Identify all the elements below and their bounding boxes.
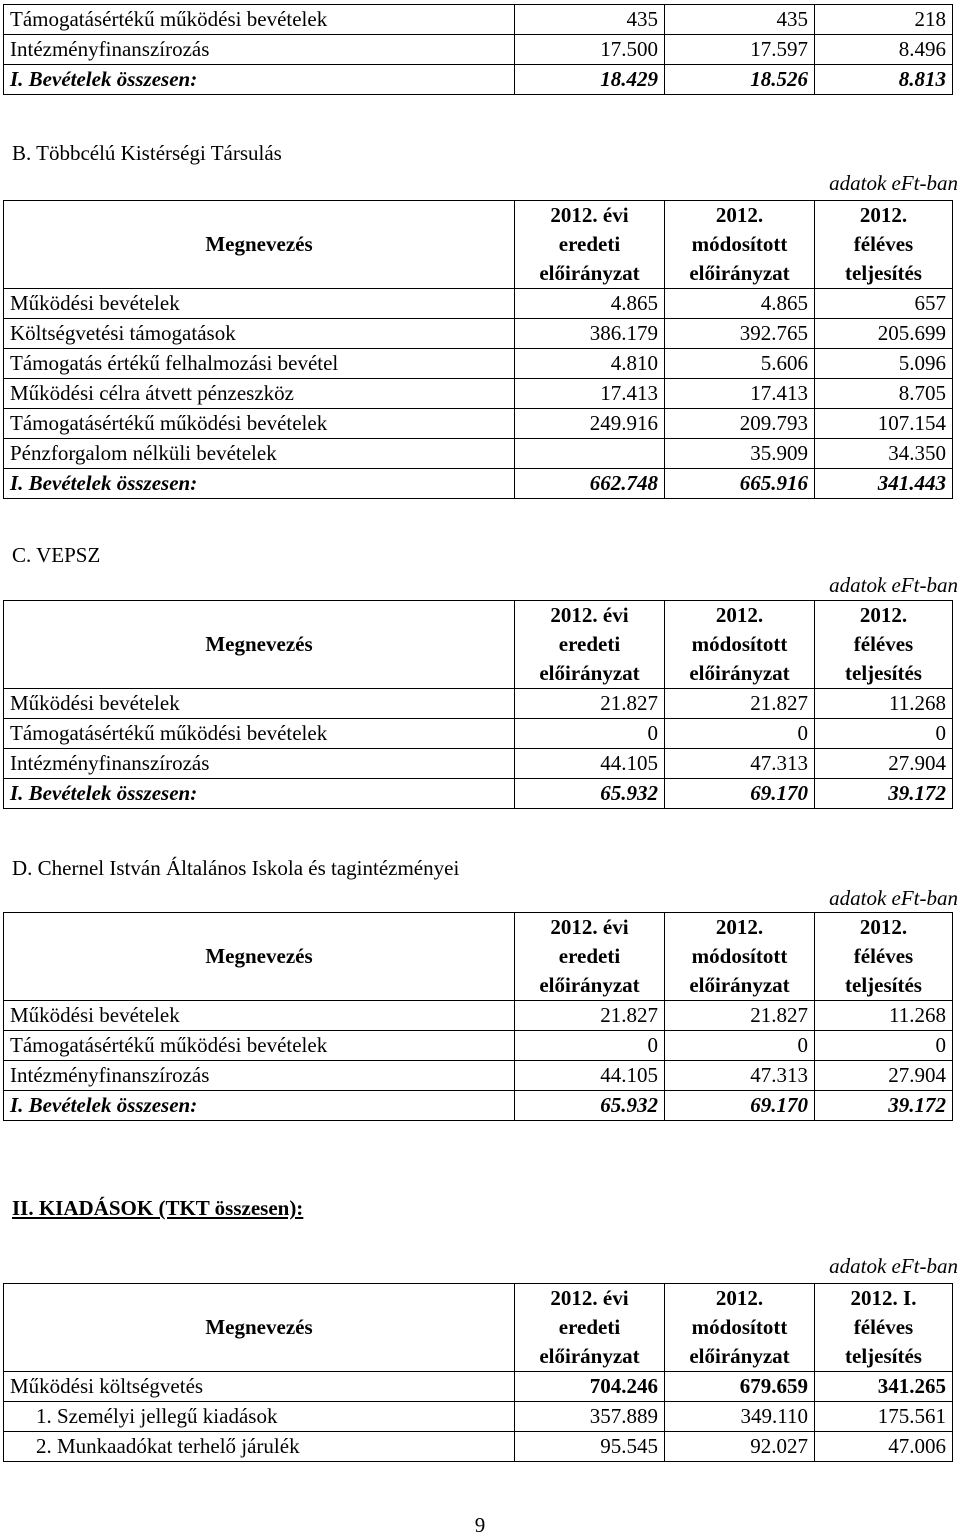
row-label: Működési bevételek [4, 1001, 515, 1031]
row-label: Intézményfinanszírozás [4, 749, 515, 779]
table-ii-header [4, 1284, 953, 1372]
row-label: 2. Munkaadókat terhelő járulék [4, 1432, 515, 1462]
row-value-v3: 0 [815, 1031, 953, 1061]
row-value-v2: 679.659 [665, 1372, 815, 1402]
row-value-v2: 18.526 [665, 65, 815, 95]
unit-label-ii: adatok eFt-ban [829, 1254, 958, 1278]
row-label: I. Bevételek összesen: [4, 779, 515, 809]
row-value-v3: 39.172 [815, 779, 953, 809]
row-label: Támogatás értékű felhalmozási bevétel [4, 349, 515, 379]
table-row [4, 35, 953, 65]
section-c-title: C. VEPSZ [12, 543, 101, 567]
row-value-v3: 47.006 [815, 1432, 953, 1462]
row-value-v2: 92.027 [665, 1432, 815, 1462]
table-ii [3, 1283, 953, 1462]
unit-label-c: adatok eFt-ban [829, 573, 958, 597]
table-row [4, 1432, 953, 1462]
table-row [4, 1031, 953, 1061]
table-row [4, 379, 953, 409]
row-value-v3: 11.268 [815, 1001, 953, 1031]
header-col2: 2012. módosított előirányzat [665, 201, 815, 289]
total-row [4, 65, 953, 95]
row-value-v2: 69.170 [665, 1091, 815, 1121]
row-value-v2: 21.827 [665, 689, 815, 719]
unit-label-b: adatok eFt-ban [829, 171, 958, 195]
row-value-v1: 21.827 [515, 689, 665, 719]
row-value-v1: 704.246 [515, 1372, 665, 1402]
header-megnevezes: Megnevezés [4, 601, 515, 689]
row-value-v3: 8.705 [815, 379, 953, 409]
header-megnevezes: Megnevezés [4, 913, 515, 1001]
row-value-v2: 349.110 [665, 1402, 815, 1432]
row-label: Intézményfinanszírozás [4, 35, 515, 65]
row-value-v2: 21.827 [665, 1001, 815, 1031]
table-row [4, 1402, 953, 1432]
row-label: Intézményfinanszírozás [4, 1061, 515, 1091]
row-value-v3: 34.350 [815, 439, 953, 469]
row-value-v3: 218 [815, 5, 953, 35]
row-value-v1: 435 [515, 5, 665, 35]
row-value-v2: 392.765 [665, 319, 815, 349]
header-col3: 2012. féléves teljesítés [815, 201, 953, 289]
table-row [4, 719, 953, 749]
table-a-tail [3, 4, 953, 95]
row-value-v1: 17.413 [515, 379, 665, 409]
row-value-v3: 341.265 [815, 1372, 953, 1402]
header-col2: 2012. módosított előirányzat [665, 1284, 815, 1372]
row-value-v3: 8.813 [815, 65, 953, 95]
table-c-header [4, 601, 953, 689]
header-col1: 2012. évi eredeti előirányzat [515, 913, 665, 1001]
row-value-v1: 65.932 [515, 779, 665, 809]
section-ii-title: II. KIADÁSOK (TKT összesen): [12, 1196, 304, 1220]
row-value-v2: 17.413 [665, 379, 815, 409]
table-d-header [4, 913, 953, 1001]
header-megnevezes: Megnevezés [4, 201, 515, 289]
table-row [4, 749, 953, 779]
row-value-v3: 27.904 [815, 1061, 953, 1091]
row-label: Működési költségvetés [4, 1372, 515, 1402]
row-label: 1. Személyi jellegű kiadások [4, 1402, 515, 1432]
row-label: Támogatásértékű működési bevételek [4, 719, 515, 749]
row-value-v1: 662.748 [515, 469, 665, 499]
section-d-title: D. Chernel István Általános Iskola és tagintézményei [12, 856, 460, 880]
table-row [4, 5, 953, 35]
section-b-title: B. Többcélú Kistérségi Társulás [12, 141, 282, 165]
row-label: Támogatásértékű működési bevételek [4, 409, 515, 439]
row-value-v3: 205.699 [815, 319, 953, 349]
row-value-v3: 175.561 [815, 1402, 953, 1432]
row-value-v1: 0 [515, 719, 665, 749]
row-label: Működési célra átvett pénzeszköz [4, 379, 515, 409]
row-label: Működési bevételek [4, 289, 515, 319]
row-value-v1: 4.865 [515, 289, 665, 319]
total-row [4, 779, 953, 809]
table-d [3, 912, 953, 1121]
row-label: Működési bevételek [4, 689, 515, 719]
row-value-v1: 95.545 [515, 1432, 665, 1462]
header-col3-ii: 2012. I. féléves teljesítés [815, 1284, 953, 1372]
row-label: I. Bevételek összesen: [4, 469, 515, 499]
row-value-v2: 47.313 [665, 749, 815, 779]
table-row [4, 1372, 953, 1402]
table-row [4, 349, 953, 379]
row-value-v1 [515, 439, 665, 469]
header-col3: 2012. féléves teljesítés [815, 601, 953, 689]
unit-label-d: adatok eFt-ban [829, 886, 958, 910]
row-value-v1: 44.105 [515, 749, 665, 779]
table-row [4, 1061, 953, 1091]
row-value-v1: 357.889 [515, 1402, 665, 1432]
row-label: Költségvetési támogatások [4, 319, 515, 349]
row-value-v2: 35.909 [665, 439, 815, 469]
row-value-v2: 17.597 [665, 35, 815, 65]
row-value-v1: 21.827 [515, 1001, 665, 1031]
table-row [4, 439, 953, 469]
row-value-v3: 5.096 [815, 349, 953, 379]
row-value-v3: 107.154 [815, 409, 953, 439]
row-value-v1: 18.429 [515, 65, 665, 95]
row-value-v1: 386.179 [515, 319, 665, 349]
row-value-v3: 0 [815, 719, 953, 749]
row-label: Pénzforgalom nélküli bevételek [4, 439, 515, 469]
row-value-v2: 4.865 [665, 289, 815, 319]
row-value-v3: 8.496 [815, 35, 953, 65]
row-value-v3: 657 [815, 289, 953, 319]
row-value-v1: 0 [515, 1031, 665, 1061]
row-value-v2: 0 [665, 719, 815, 749]
table-row [4, 689, 953, 719]
row-value-v3: 39.172 [815, 1091, 953, 1121]
header-col1: 2012. évi eredeti előirányzat [515, 1284, 665, 1372]
row-label: I. Bevételek összesen: [4, 65, 515, 95]
row-value-v3: 27.904 [815, 749, 953, 779]
row-value-v1: 4.810 [515, 349, 665, 379]
page-number: 9 [474, 1513, 486, 1537]
table-row [4, 289, 953, 319]
row-value-v3: 11.268 [815, 689, 953, 719]
table-c [3, 600, 953, 809]
table-b [3, 200, 953, 499]
row-label: Támogatásértékű működési bevételek [4, 1031, 515, 1061]
row-value-v2: 47.313 [665, 1061, 815, 1091]
header-col1: 2012. évi eredeti előirányzat [515, 201, 665, 289]
total-row [4, 1091, 953, 1121]
row-value-v2: 209.793 [665, 409, 815, 439]
header-col2: 2012. módosított előirányzat [665, 601, 815, 689]
row-value-v2: 69.170 [665, 779, 815, 809]
row-value-v1: 17.500 [515, 35, 665, 65]
row-value-v1: 65.932 [515, 1091, 665, 1121]
row-label: Támogatásértékű működési bevételek [4, 5, 515, 35]
row-value-v1: 249.916 [515, 409, 665, 439]
row-value-v2: 0 [665, 1031, 815, 1061]
row-value-v2: 5.606 [665, 349, 815, 379]
row-value-v3: 341.443 [815, 469, 953, 499]
row-value-v1: 44.105 [515, 1061, 665, 1091]
table-b-header [4, 201, 953, 289]
row-value-v2: 435 [665, 5, 815, 35]
header-megnevezes: Megnevezés [4, 1284, 515, 1372]
table-row [4, 409, 953, 439]
table-row [4, 319, 953, 349]
row-label: I. Bevételek összesen: [4, 1091, 515, 1121]
header-col2: 2012. módosított előirányzat [665, 913, 815, 1001]
table-row [4, 1001, 953, 1031]
header-col1: 2012. évi eredeti előirányzat [515, 601, 665, 689]
header-col3: 2012. féléves teljesítés [815, 913, 953, 1001]
total-row [4, 469, 953, 499]
row-value-v2: 665.916 [665, 469, 815, 499]
